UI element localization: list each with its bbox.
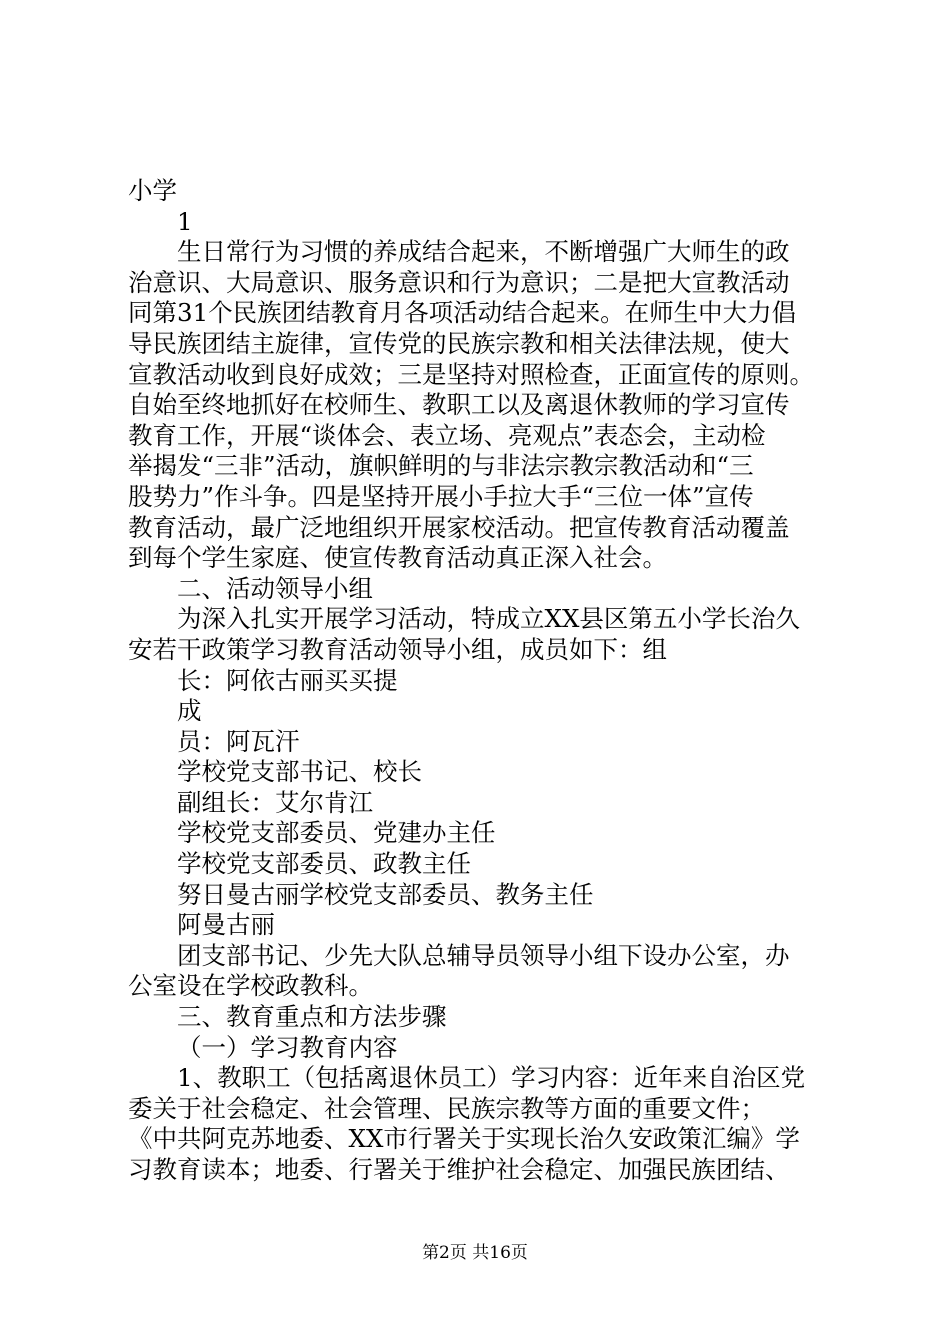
doc-line: 为深入扎实开展学习活动，特成立XX县区第五小学长治久 [177,604,800,634]
doc-line: 小学 [128,176,177,205]
doc-line: 教育工作，开展“谈体会、表立场、亮观点”表态会，主动检 [128,420,766,450]
doc-line: 宣教活动收到良好成效；三是坚持对照检查，正面宣传的原则。 [128,359,814,389]
doc-line: 学校党支部委员、政教主任 [177,849,471,879]
doc-line: 1、教职工（包括离退休员工）学习内容：近年来自治区党 [177,1063,806,1093]
doc-line: 团支部书记、少先大队总辅导员领导小组下设办公室，办 [177,940,790,970]
doc-line: 自始至终地抓好在校师生、教职工以及离退休教师的学习宣传 [128,390,790,420]
doc-line: 努日曼古丽学校党支部委员、教务主任 [177,879,594,909]
doc-line: 股势力”作斗争。四是坚持开展小手拉大手“三位一体”宣传 [128,481,754,511]
section-heading: 三、教育重点和方法步骤 [177,1002,447,1032]
section-heading: 二、活动领导小组 [177,573,373,603]
subsection-heading: （一）学习教育内容 [177,1032,398,1062]
doc-line: 员：阿瓦汗 [177,726,300,756]
doc-line: 1 [177,206,193,236]
doc-line: 副组长：艾尔肯江 [177,787,373,817]
doc-line: 习教育读本；地委、行署关于维护社会稳定、加强民族团结、 [128,1155,790,1184]
doc-line: 委关于社会稳定、社会管理、民族宗教等方面的重要文件； [128,1093,765,1123]
doc-line: 导民族团结主旋律，宣传党的民族宗教和相关法律法规，使大 [128,328,790,358]
page-number-label: 第2页 共16页 [422,1243,528,1263]
doc-line: 生日常行为习惯的养成结合起来，不断增强广大师生的政 [177,237,790,267]
page-footer [0,1242,950,1264]
doc-line: 公室设在学校政教科。 [128,971,373,1001]
doc-line: 到每个学生家庭、使宣传教育活动真正深入社会。 [128,543,667,573]
doc-line: 同第31个民族团结教育月各项活动结合起来。在师生中大力倡 [128,298,797,328]
doc-line: 学校党支部委员、党建办主任 [177,818,496,848]
doc-line: 《中共阿克苏地委、XX市行署关于实现长治久安政策汇编》学 [128,1124,800,1154]
doc-line: 教育活动，最广泛地组织开展家校活动。把宣传教育活动覆盖 [128,512,790,542]
doc-line: 举揭发“三非”活动，旗帜鲜明的与非法宗教宗教活动和“三 [128,451,754,481]
doc-line: 阿曼古丽 [177,910,275,940]
doc-line: 学校党支部书记、校长 [177,757,422,787]
document-body [128,176,848,1186]
doc-line: 长：阿依古丽买买提 [177,665,398,695]
doc-line: 成 [177,696,202,726]
doc-line: 治意识、大局意识、服务意识和行为意识；二是把大宣教活动 [128,267,790,297]
doc-line: 安若干政策学习教育活动领导小组，成员如下：组 [128,634,667,664]
